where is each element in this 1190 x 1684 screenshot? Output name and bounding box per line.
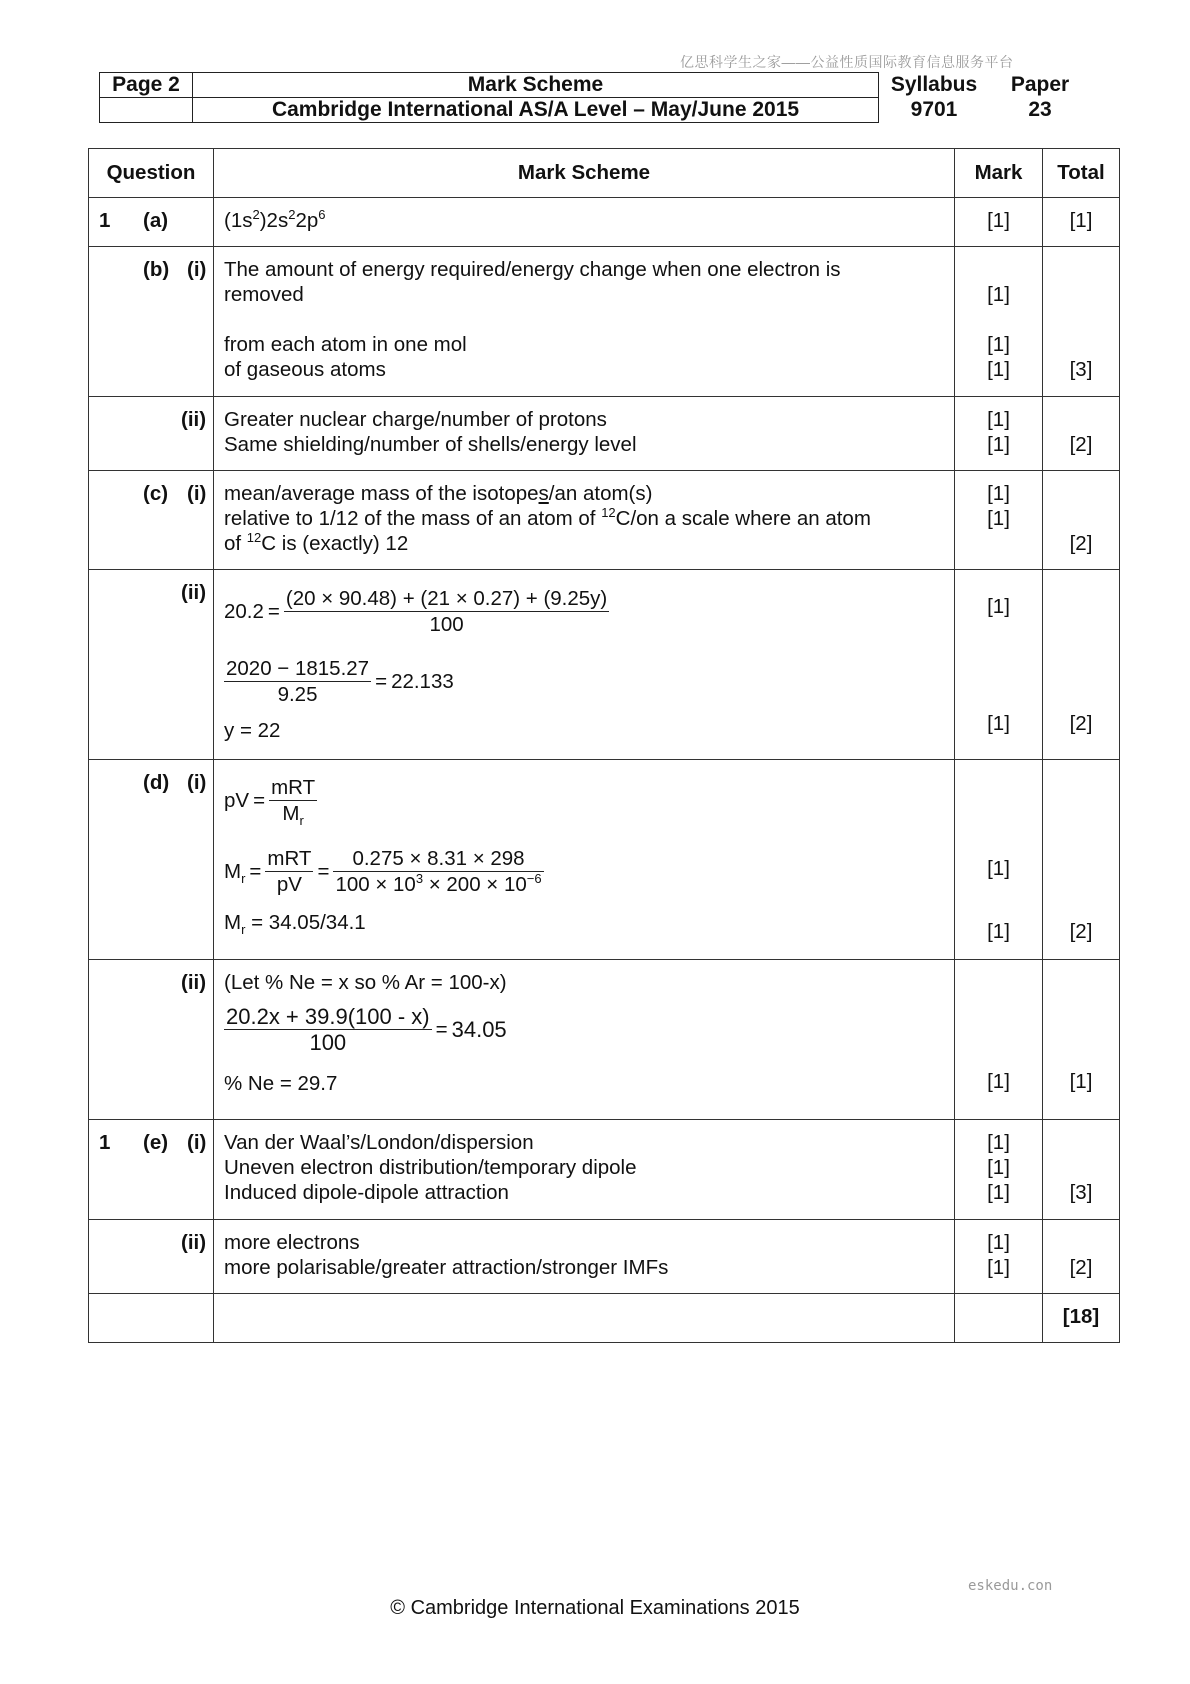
syllabus-label: Syllabus <box>890 73 978 96</box>
col-scheme: Mark Scheme <box>214 149 955 198</box>
mark: [1] <box>987 1070 1010 1093</box>
syllabus-code: 9701 <box>910 98 958 121</box>
question-subpart: (ii) <box>181 408 207 431</box>
mark: [1] <box>987 1156 1010 1179</box>
total: [2] <box>1069 712 1093 735</box>
answer-line: of $^{12}$C is (exactly) 12 <box>224 530 409 555</box>
question-subpart: (ii) <box>181 581 207 604</box>
mark-scheme-table <box>88 148 1120 1343</box>
equation: 20.2 = $\frac{(20 \times 90.48) + (21 \times 0.27) + (9.25y)}{100}$ <box>224 586 608 636</box>
total: [1] <box>1069 1070 1093 1093</box>
mark: [1] <box>987 507 1010 530</box>
mark: [1] <box>987 482 1010 505</box>
equation: $M_r$ = $\frac{\text{mRT}}{pV}$ = $\frac{0.275 \times 8.31 \times 298}{100 \times 10^3 \times 200 \times 10^{-6}}$ <box>224 846 542 896</box>
mark: [1] <box>987 1256 1010 1279</box>
total: [2] <box>1069 433 1093 456</box>
table-header-row <box>89 149 1120 198</box>
col-total: Total <box>1043 149 1120 198</box>
paper-block <box>1000 72 1080 122</box>
header-table <box>99 72 879 123</box>
mark: [1] <box>987 1181 1010 1204</box>
total: [3] <box>1069 1181 1093 1204</box>
mark: [1] <box>987 333 1010 356</box>
answer-line: (Let % Ne = x so % Ar = 100-x) <box>224 971 507 994</box>
table-row <box>89 471 1120 570</box>
table-row <box>89 960 1120 1120</box>
total: [2] <box>1069 1256 1093 1279</box>
equation: $\frac{2020 - 1815.27}{9.25}$ = 22.133 <box>226 656 454 706</box>
mark: [1] <box>987 595 1010 618</box>
total: [3] <box>1069 358 1093 381</box>
answer-line: The amount of energy required/energy change when one electron is <box>224 258 841 281</box>
mark: [1] <box>987 857 1010 880</box>
mark: [1] <box>987 408 1010 431</box>
answer-line: % Ne = 29.7 <box>224 1072 338 1095</box>
watermark-top: 亿思科学生之家——公益性质国际教育信息服务平台 <box>680 54 1014 70</box>
col-question: Question <box>89 149 214 198</box>
table-row <box>89 247 1120 397</box>
syllabus-block <box>884 72 984 122</box>
table-row <box>89 198 1120 247</box>
table-row <box>89 1220 1120 1294</box>
question-subpart: (i) <box>187 771 207 794</box>
question-part: (a) <box>143 209 169 232</box>
header-title: Mark Scheme <box>193 73 879 98</box>
table-row <box>89 397 1120 471</box>
mark: [1] <box>987 920 1010 943</box>
question-number: 1 <box>99 1131 111 1154</box>
answer-line: Uneven electron distribution/temporary dipole <box>224 1156 637 1179</box>
answer-line: more polarisable/greater attraction/stronger IMFs <box>224 1256 669 1279</box>
answer-line: Induced dipole-dipole attraction <box>224 1181 509 1204</box>
answer-line: Greater nuclear charge/number of protons <box>224 408 607 431</box>
answer-line: mean/average mass of the isotopes/an atom(s) <box>224 482 653 505</box>
question-subpart: (ii) <box>181 971 207 994</box>
grand-total: [18] <box>1043 1294 1120 1343</box>
table-row <box>89 1120 1120 1220</box>
paper-number: 23 <box>1028 98 1052 121</box>
total: [2] <box>1069 532 1093 555</box>
answer-line: of gaseous atoms <box>224 358 386 381</box>
question-subpart: (i) <box>187 482 207 505</box>
total: [1] <box>1043 198 1120 247</box>
question-subpart: (ii) <box>181 1231 207 1254</box>
table-row <box>89 570 1120 760</box>
answer-line: removed <box>224 283 304 306</box>
answer-line: y = 22 <box>224 719 281 742</box>
answer-line: $M_r = 34.05/34.1$ <box>224 911 366 938</box>
table-row <box>89 760 1120 960</box>
answer-line: Same shielding/number of shells/energy level <box>224 433 637 456</box>
mark: [1] <box>987 283 1010 306</box>
answer-text: $(1s^2)2s^22p^6$ <box>214 198 955 247</box>
question-subpart: (i) <box>187 258 207 281</box>
header-subtitle: Cambridge International AS/A Level – May/June 2015 <box>193 98 879 123</box>
mark: [1] <box>987 433 1010 456</box>
equation: pV = $\frac{\text{mRT}}{M_r}$ <box>224 775 316 828</box>
watermark-bottom: eskedu.con <box>968 1578 1053 1594</box>
answer-line: more electrons <box>224 1231 360 1254</box>
table-row-total <box>89 1294 1120 1343</box>
question-part: (c) <box>143 482 169 505</box>
paper-label: Paper <box>1010 73 1070 96</box>
question-part: (d) <box>143 771 170 794</box>
question-part: (b) <box>143 258 170 281</box>
question-subpart: (i) <box>187 1131 207 1154</box>
answer-line: Van der Waal’s/London/dispersion <box>224 1131 534 1154</box>
page-label: Page 2 <box>100 73 193 98</box>
answer-line: relative to 1/12 of the mass of an atom of $^{12}$C/on a scale where an atom <box>224 505 871 530</box>
mark: [1] <box>987 1231 1010 1254</box>
total: [2] <box>1069 920 1093 943</box>
question-number: 1 <box>99 209 111 232</box>
equation: $\frac{20.2x + 39.9(100 - x)}{100}$ = 34.05 <box>226 1003 507 1055</box>
mark: [1] <box>955 198 1043 247</box>
copyright-footer: © Cambridge International Examinations 2015 <box>390 1597 800 1619</box>
mark: [1] <box>987 1131 1010 1154</box>
question-part: (e) <box>143 1131 169 1154</box>
mark: [1] <box>987 358 1010 381</box>
col-mark: Mark <box>955 149 1043 198</box>
mark: [1] <box>987 712 1010 735</box>
answer-line: from each atom in one mol <box>224 333 467 356</box>
